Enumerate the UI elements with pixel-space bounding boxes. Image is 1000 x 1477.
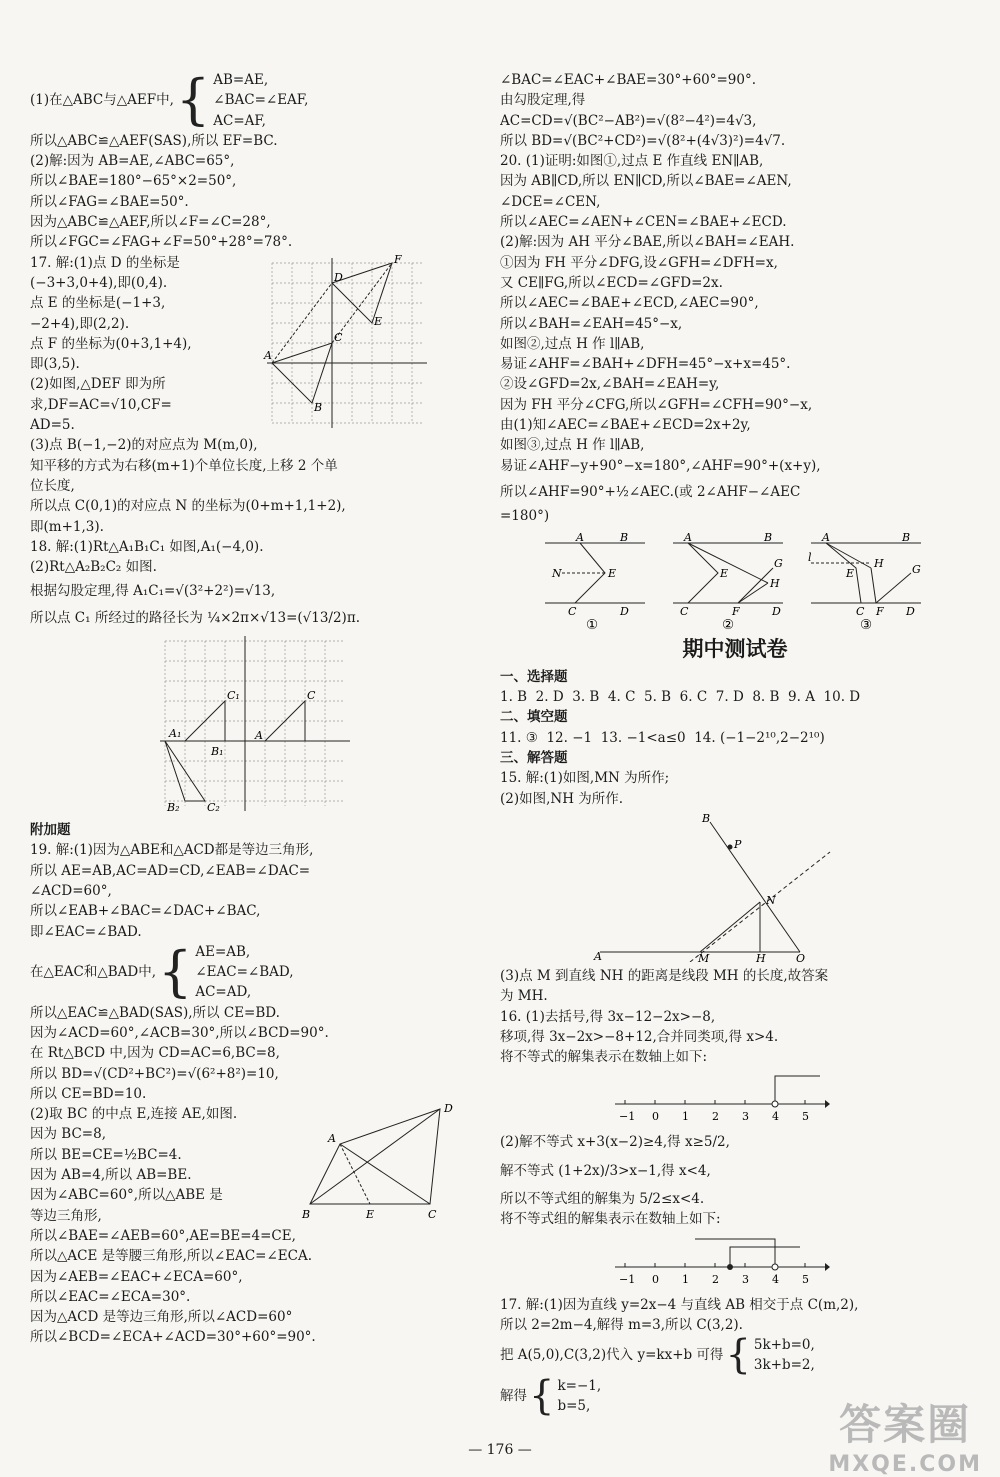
line: (3)点 M 到直线 NH 的距离是线段 MH 的长度,故答案 [500,967,829,984]
line: (−3+3,0+4),即(0,4). [30,274,168,291]
svg-text:E: E [720,566,729,580]
tick-label: 3 [742,1110,749,1124]
tick-label: 5 [802,1110,809,1124]
line: 即(m+1,3). [30,518,104,535]
line: 解得 [500,1387,527,1404]
line: 因为 AB=4,所以 AB=BE. [30,1167,192,1184]
tick-label: 3 [742,1272,749,1286]
parallel-line-figures [540,533,970,633]
svg-text:B₁: B₁ [211,745,224,759]
system-line: AE=AB, [195,943,251,960]
system-line: k=−1, [557,1377,602,1394]
svg-text:E: E [846,566,855,580]
svg-text:B: B [314,400,323,414]
watermark-text: 答案圈 [839,1400,972,1449]
line: 17. 解:(1)因为直线 y=2x−4 与直线 AB 相交于点 C(m,2), [500,1296,859,1313]
brace-icon: { [529,1373,555,1420]
q19-part2-block [30,1104,470,1226]
exam-title: 期中测试卷 [682,636,788,661]
tick-label: 4 [772,1272,779,1286]
svg-text:C: C [428,1208,437,1222]
brace-icon: { [175,68,211,132]
line: 易证∠AHF=∠BAH+∠DFH=45°−x+x=45°. [500,356,791,373]
appendix-heading: 附加题 [30,822,71,839]
svg-text:D: D [334,270,343,284]
tick-label: 4 [772,1110,779,1124]
coordinate-grid-figure-q18 [155,631,355,816]
line: (3)点 B(−1,−2)的对应点为 M(m,0), [30,437,258,454]
line: ∠ACD=60°, [30,882,112,899]
line: 所以 CE=BD=10. [30,1085,147,1102]
line: ∠DCE=∠CEN, [500,193,601,210]
svg-text:E: E [366,1208,375,1222]
tick-label: 0 [652,1110,659,1124]
line: 易证∠AHF−y+90°−x=180°,∠AHF=90°+(x+y), [500,457,821,474]
svg-text:A: A [328,1132,336,1146]
line: (2)如图,△DEF 即为所 [30,376,166,393]
line: 所以△ABC≌△AEF(SAS),所以 EF=BC. [30,132,278,149]
svg-text:B: B [620,532,629,544]
line: 由勾股定理,得 [500,92,586,109]
svg-text:C: C [307,689,316,703]
line: 因为 BC=8, [30,1126,106,1143]
line: 所以点 C(0,1)的对应点 N 的坐标为(0+m+1,1+2), [30,498,346,515]
left-column [30,70,470,1348]
system-line: 3k+b=2, [753,1357,815,1374]
line: (2)解:因为 AH 平分∠BAE,所以∠BAH=∠EAH. [500,234,795,251]
line: 因为 FH 平分∠CFG,所以∠GFH=∠CFH=90°−x, [500,396,813,413]
tick-label: −1 [619,1272,636,1286]
right-column [500,70,970,1420]
line: 所以∠EAC=∠ECA=30°. [30,1288,191,1305]
line: 所以△EAC≌△BAD(SAS),所以 CE=BD. [30,1004,280,1021]
line: 由(1)知∠AEC=∠BAE+∠ECD=2x+2y, [500,417,751,434]
figure-2-label: ② [722,616,735,633]
system-line: ∠BAC=∠EAF, [213,92,309,109]
line: 点 E 的坐标是(−1+3, [30,295,166,312]
line: 15. 解:(1)如图,MN 为所作; [500,770,670,787]
line: 所以 BD=√(CD²+BC²)=√(6²+8²)=10, [30,1065,279,1082]
svg-text:B: B [902,532,911,544]
svg-text:C: C [568,604,577,618]
line: 因为∠ABC=60°,所以△ABE 是 [30,1187,223,1204]
line: 移项,得 3x−2x>−8+12,合并同类项,得 x>4. [500,1028,779,1045]
svg-text:B: B [764,532,773,544]
system-line: ∠EAC=∠BAD, [195,964,294,981]
line: 因为 AB∥CD,所以 EN∥CD,所以∠BAE=∠AEN, [500,173,792,190]
svg-text:P: P [734,837,742,851]
line: 即(3,5). [30,356,80,373]
equation-system-1 [30,70,470,131]
line: 1. B 2. D 3. B 4. C 5. B 6. C 7. D 8. B 9. A 10. D [500,689,861,706]
figure-3-label: ③ [860,616,873,633]
line: 19. 解:(1)因为△ABE和△ACD都是等边三角形, [30,842,314,859]
line: 等边三角形, [30,1207,102,1224]
line: (2)取 BC 的中点 E,连接 AE,如图. [30,1106,238,1123]
svg-text:H: H [756,951,766,962]
system-line: AC=AF, [213,112,266,129]
svg-text:G: G [774,556,783,570]
line: ②设∠GFD=2x,∠BAH=∠EAH=y, [500,376,720,393]
tick-label: 1 [682,1110,689,1124]
system-line: AB=AE, [213,72,269,88]
line: 所以 2=2m−4,解得 m=3,所以 C(3,2). [500,1316,743,1333]
line: 所以∠AEC=∠AEN+∠CEN=∠BAE+∠ECD. [500,214,787,231]
line: 点 F 的坐标为(0+3,1+4), [30,335,192,352]
line: 所以∠BAH=∠EAH=45°−x, [500,315,683,332]
system-line: 5k+b=0, [753,1337,815,1354]
watermark-url: MXQE.COM [828,1452,982,1477]
svg-text:N: N [766,893,776,907]
tick-label: 1 [682,1272,689,1286]
line: 解不等式 (1+2x)/3>x−1,得 x<4, [500,1162,711,1179]
line: 将不等式组的解集表示在数轴上如下: [500,1211,721,1228]
figure-3 [806,533,926,633]
line: 求,DF=AC=√10,CF= [30,396,172,413]
svg-text:B₂: B₂ [167,801,180,815]
line: 所以△ACE 是等腰三角形,所以∠EAC=∠ECA. [30,1248,312,1265]
line: ∠BAC=∠EAC+∠BAE=30°+60°=90°. [500,72,757,88]
section-heading: 二、填空题 [500,709,568,726]
svg-text:l: l [808,550,812,564]
coordinate-grid-figure-q17 [262,253,432,433]
line: 所以∠AHF=90°+½∠AEC.(或 2∠AHF−∠AEC [500,483,801,500]
brace-icon: { [157,940,193,1004]
svg-text:O: O [796,951,806,962]
line: 所以 BE=CE=½BC=4. [30,1146,182,1163]
svg-text:D: D [772,604,781,618]
line: =180°) [500,508,550,525]
svg-text:D: D [906,604,915,618]
line: 18. 解:(1)Rt△A₁B₁C₁ 如图,A₁(−4,0). [30,538,264,555]
svg-text:A: A [264,348,272,362]
svg-text:A: A [255,729,263,743]
svg-text:G: G [912,562,921,576]
line: 为 MH. [500,988,548,1005]
svg-text:F: F [876,604,884,618]
svg-text:A: A [684,532,692,544]
line: 如图②,过点 H 作 l∥AB, [500,335,645,352]
line: 因为△ABC≌△AEF,所以∠F=∠C=28°, [30,214,271,231]
number-line-2 [610,1233,830,1291]
line: 所以 AE=AB,AC=AD=CD,∠EAB=∠DAC= [30,862,311,879]
svg-text:F: F [394,252,402,266]
svg-text:C: C [856,604,865,618]
line: 所以 BD=√(BC²+CD²)=√(8²+(4√3)²)=4√7. [500,132,786,149]
svg-text:H: H [874,556,884,570]
svg-text:E: E [608,566,617,580]
line: 所以不等式组的解集为 5/2≤x<4. [500,1190,705,1207]
line: 因为△ACD 是等边三角形,所以∠ACD=60° [30,1309,293,1326]
svg-text:A: A [822,532,830,544]
line: (2)解不等式 x+3(x−2)≥4,得 x≥5/2, [500,1134,730,1151]
line: 所以∠BCD=∠ECA+∠ACD=30°+60°=90°. [30,1329,316,1346]
line: 因为∠ACD=60°,∠ACB=30°,所以∠BCD=90°. [30,1024,329,1041]
tick-label: 0 [652,1272,659,1286]
line: 又 CE∥FG,所以∠ECD=∠GFD=2x. [500,274,723,291]
svg-text:B: B [302,1208,311,1222]
line: 所以∠EAB+∠BAC=∠DAC+∠BAC, [30,903,261,920]
line: (2)Rt△A₂B₂C₂ 如图. [30,559,157,576]
line: 即∠EAC=∠BAD. [30,923,142,940]
tick-label: 2 [712,1110,719,1124]
line: (2)如图,NH 为所作. [500,790,624,807]
line: 所以∠AEC=∠BAE+∠ECD,∠AEC=90°, [500,295,759,312]
line: −2+4),即(2,2). [30,315,130,332]
quadrilateral-figure-q19 [300,1104,460,1224]
line: 在 Rt△BCD 中,因为 CD=AC=6,BC=8, [30,1045,280,1062]
line: 20. (1)证明:如图①,过点 E 作直线 EN∥AB, [500,153,764,170]
line: 16. (1)去括号,得 3x−12−2x>−8, [500,1008,716,1025]
line: 知平移的方式为右移(m+1)个单位长度,上移 2 个单 [30,457,338,474]
line: 所以点 C₁ 所经过的路径长为 ¼×2π×√13=(√13/2)π. [30,609,360,626]
figure-1 [540,533,650,633]
svg-text:N: N [552,566,562,580]
figure-2 [668,533,788,633]
svg-text:C₂: C₂ [207,801,220,815]
line: 将不等式的解集表示在数轴上如下: [500,1049,708,1066]
svg-text:C: C [680,604,689,618]
geometry-figure-q15 [590,812,910,962]
line: AD=5. [30,417,75,434]
q17-block [30,253,470,436]
svg-text:E: E [374,314,383,328]
line: (1)在△ABC与△AEF中, [30,92,174,109]
line: 所以∠FAG=∠BAE=50°. [30,193,189,210]
svg-text:A: A [594,949,602,962]
figure-1-label: ① [586,616,599,633]
line: 所以∠BAE=∠AEB=60°,AE=BE=4=CE, [30,1227,296,1244]
line: 所以∠BAE=180°−65°×2=50°, [30,173,237,190]
section-heading: 一、选择题 [500,668,568,685]
line: 因为∠AEB=∠EAC+∠ECA=60°, [30,1268,243,1285]
section-heading: 三、解答题 [500,750,568,767]
page-number: — 176 — [468,1442,532,1458]
equation-system-2 [30,942,470,1003]
line: 把 A(5,0),C(3,2)代入 y=kx+b 可得 [500,1347,724,1364]
line: 如图③,过点 H 作 l∥AB, [500,437,645,454]
system-line: b=5, [557,1398,591,1415]
system-line: AC=AD, [195,984,252,1001]
svg-text:D: D [620,604,629,618]
tick-label: 2 [712,1272,719,1286]
line: (2)解:因为 AB=AE,∠ABC=65°, [30,153,235,170]
line: 根据勾股定理,得 A₁C₁=√(3²+2²)=√13, [30,583,276,600]
svg-text:C₁: C₁ [227,689,240,703]
tick-label: −1 [619,1110,636,1124]
svg-text:F: F [732,604,740,618]
number-line-1 [610,1070,830,1128]
brace-icon: { [725,1332,751,1379]
watermark-logo [828,1392,982,1477]
line: 17. 解:(1)点 D 的坐标是 [30,254,180,271]
equation-system-3 [500,1332,970,1379]
svg-text:M: M [698,951,710,962]
line: ①因为 FH 平分∠DFG,设∠GFH=∠DFH=x, [500,254,778,271]
svg-text:C: C [334,330,343,344]
svg-text:D: D [444,1104,453,1116]
line: 位长度, [30,477,75,494]
tick-label: 5 [802,1272,809,1286]
svg-text:A: A [576,532,584,544]
line: 所以∠FGC=∠FAG+∠F=50°+28°=78°. [30,234,293,251]
svg-text:A₁: A₁ [169,727,182,741]
line: 11. ③ 12. −1 13. −1<a≤0 14. (−1−2¹⁰,2−2¹⁰) [500,729,825,746]
svg-text:H: H [770,576,780,590]
line: AC=CD=√(BC²−AB²)=√(8²−4²)=4√3, [500,112,757,129]
line: 在△EAC和△BAD中, [30,964,156,981]
svg-text:B: B [702,811,711,825]
